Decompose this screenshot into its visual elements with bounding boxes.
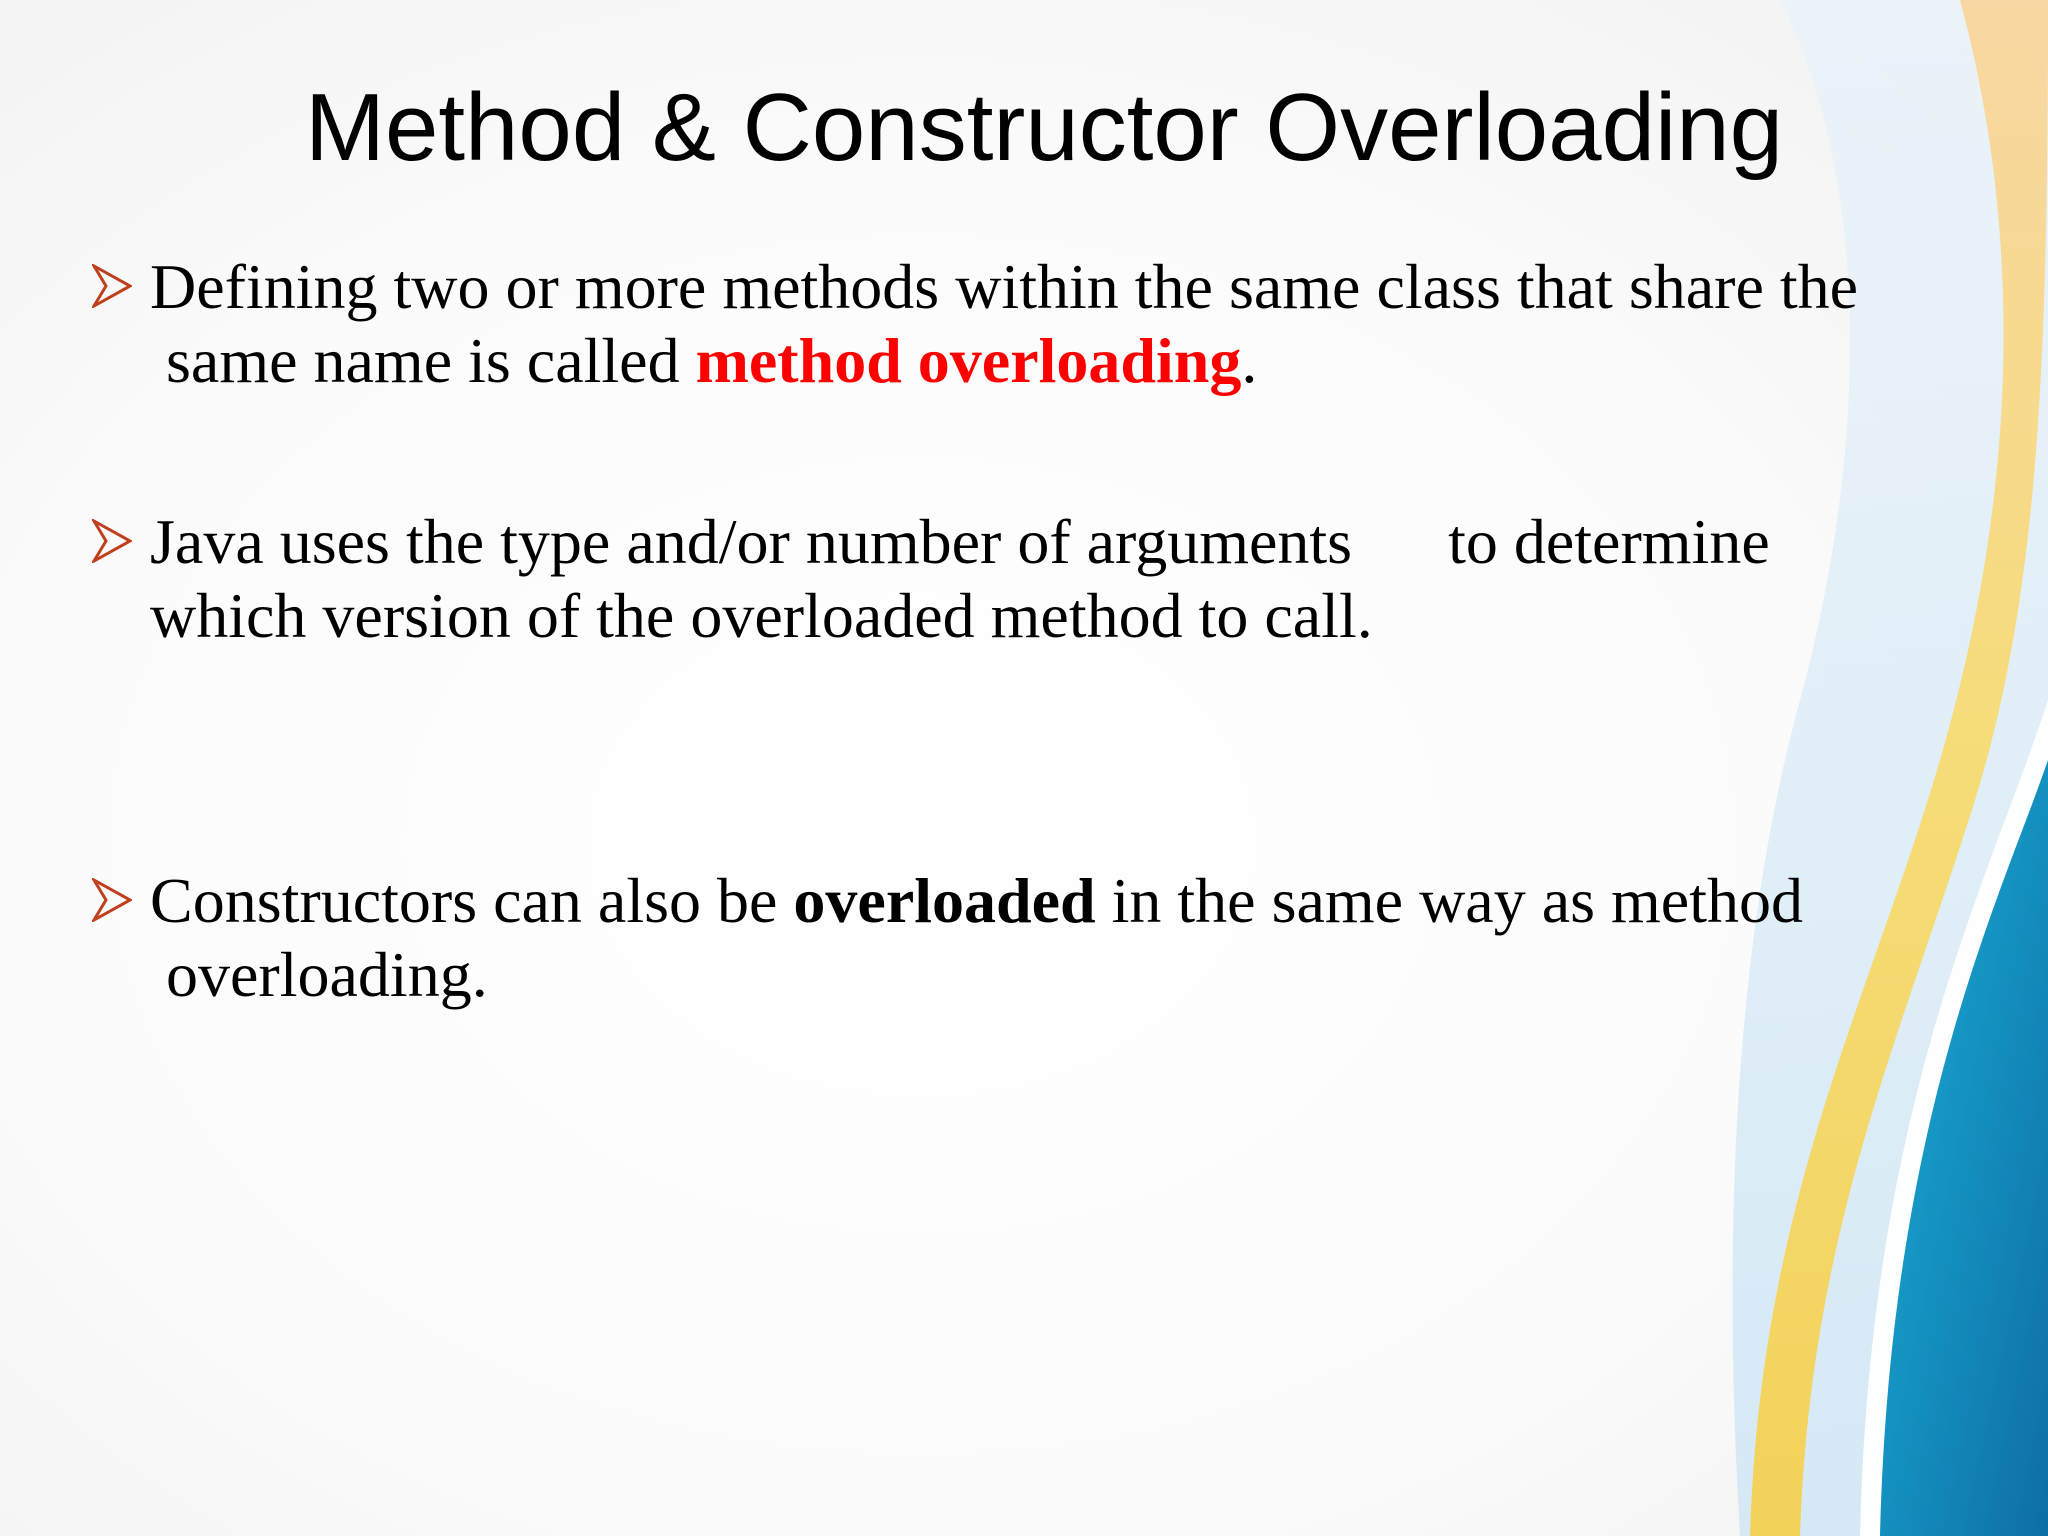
bullet-3-line-2: overloading. — [150, 939, 488, 1010]
bullet-text-2 — [150, 505, 1770, 653]
bullet-text-3 — [150, 864, 1803, 1012]
bullet-text-1 — [150, 250, 1858, 398]
arrowhead-bullet-icon — [92, 878, 132, 922]
bullet-3-line-1 — [150, 864, 1803, 938]
arrowhead-bullet-icon — [92, 264, 132, 308]
bullet-3-line-1-suffix: in the same way as method — [1095, 865, 1803, 936]
slide-title: Method & Constructor Overloading — [305, 74, 1784, 181]
bullet-2-line-2: which version of the overloaded method to call. — [150, 580, 1373, 651]
bullet-1-line-2 — [150, 324, 1858, 398]
bold-overloaded: overloaded — [793, 865, 1096, 936]
arrowhead-bullet-icon — [92, 519, 132, 563]
bullet-1-line-2-prefix: same name is called — [150, 325, 696, 396]
highlight-method-overloading: method overloading — [695, 325, 1242, 396]
bullet-2-line-1: Java uses the type and/or number of arguments to determine — [150, 506, 1770, 577]
bullet-1-line-2-suffix: . — [1241, 325, 1258, 396]
bullet-1-line-1: Defining two or more methods within the same class that share the — [150, 251, 1859, 322]
bullet-3-line-1-prefix: Constructors can also be — [150, 865, 794, 936]
